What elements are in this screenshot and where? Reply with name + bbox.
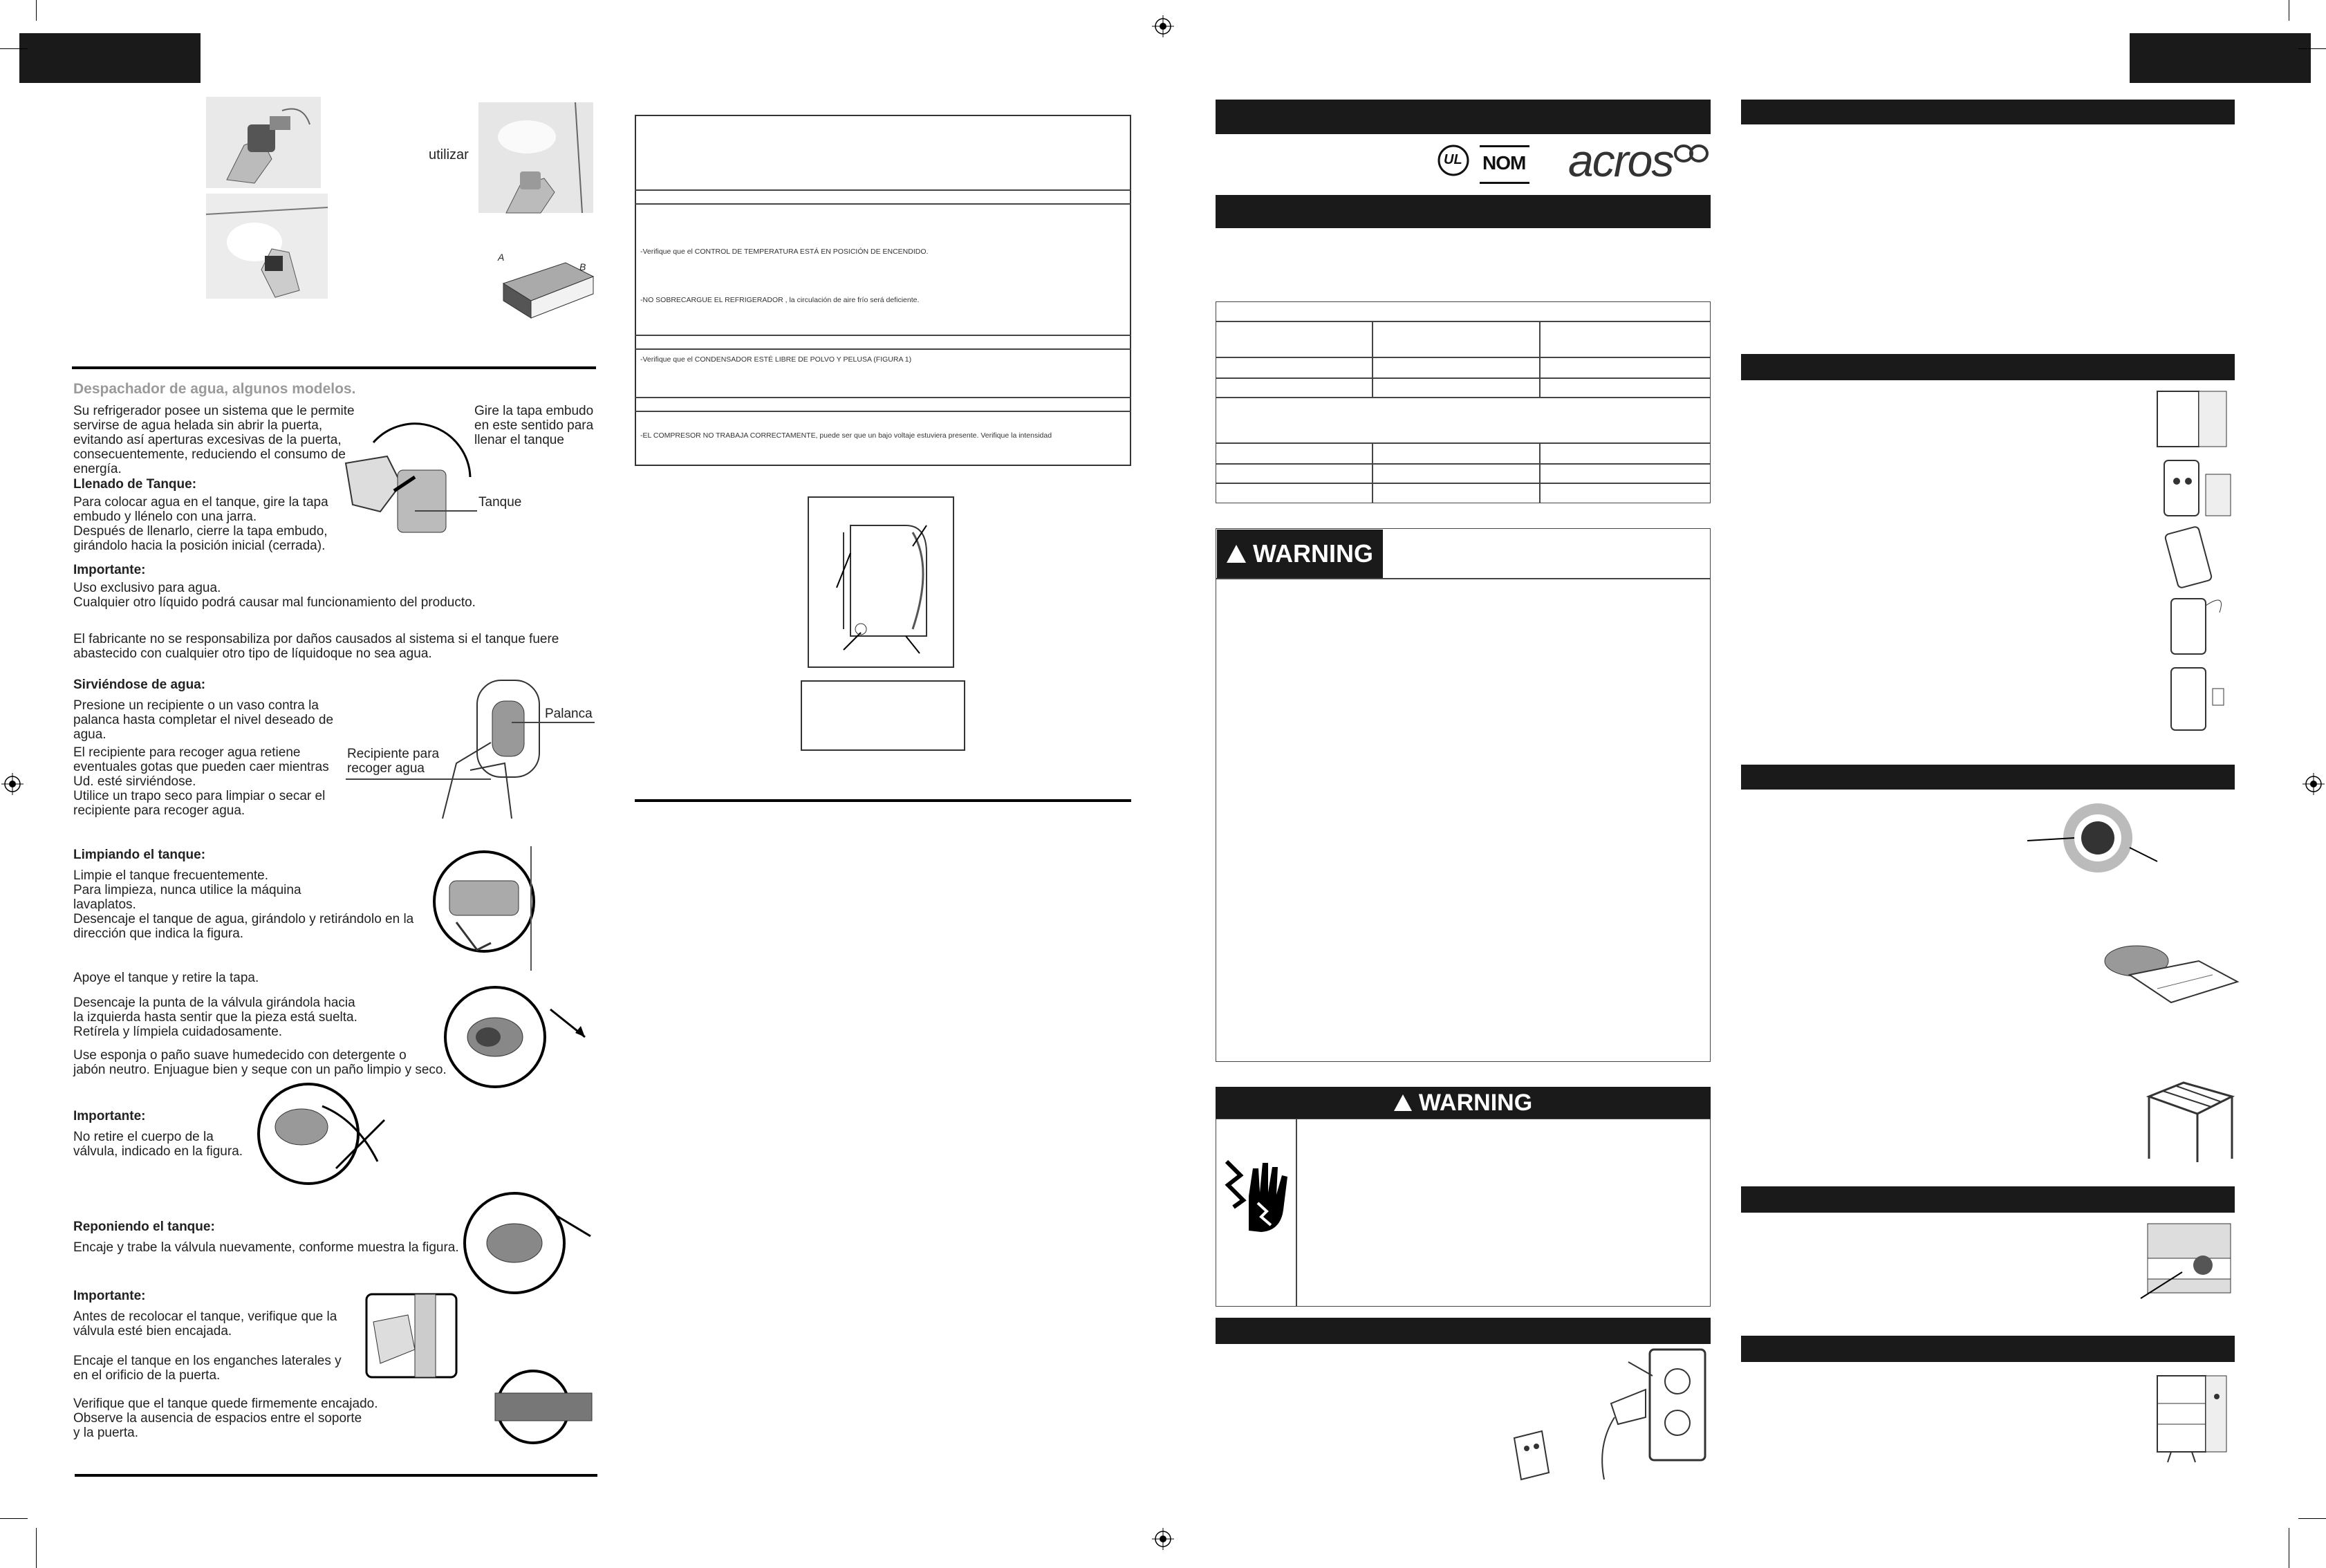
callout-leader [512,722,595,723]
important1-heading: Importante: [73,563,146,577]
table-divider [635,189,1131,191]
serving-heading: Sirviéndose de agua: [73,678,206,692]
registration-mark-bottom [1152,1528,1174,1550]
ul-mark-text: UL [1444,152,1462,167]
corner-tab-left [19,33,201,83]
warning-triangle-icon [1227,545,1246,563]
warning-triangle-icon [1394,1094,1412,1111]
section-header-bar [1741,765,2235,790]
callout-leader [346,778,491,780]
manufacturer-note: El fabricante no se responsabiliza por daños causados al sistema si el tanque fuere abastecido con cualquier otro tipo de líquidoque no sea agua. [73,632,559,661]
crop-mark [0,48,28,49]
lid-text: Apoye el tanque y retire la tapa. [73,971,259,985]
spec-table-row-line [1216,397,1711,398]
dispenser-lever-illustration [429,680,546,825]
registration-mark-top [1152,15,1174,37]
funnel-cap-illustration [332,436,477,539]
warning-label: WARNING [1253,539,1373,568]
wall-outlet-illustration [1487,1341,1715,1486]
electrical-spec-table [1216,301,1711,503]
troubleshooting-item: -EL COMPRESOR NO TRABAJA CORRECTAMENTE, puede ser que un bajo voltaje estuviera presente. Verifique la intensidad [640,431,1052,440]
cleaning-heading: Limpiando el tanque: [73,848,206,862]
cleaning-spray-illustration [206,97,321,188]
figure-label-b: B [579,261,586,272]
valve-body-illustration [253,1079,391,1196]
figure1-caption-box [801,680,965,751]
table-divider [635,411,1131,412]
crop-mark [0,1518,28,1519]
table-divider [635,348,1131,350]
fridge-character-illustration [2150,384,2233,744]
callout-leader [415,510,477,512]
important1-text: Uso exclusivo para agua. Cualquier otro líquido podrá causar mal funcionamiento del producto. [73,581,476,610]
tank-removal-illustration [429,846,546,971]
warning-box [1216,528,1711,1062]
fill-text: Para colocar agua en el tanque, gire la tapa embudo y llénelo con una jarra. Después de llenarlo, cierre la tapa embudo, girándolo hacia la posición inicial (cerrada). [73,495,328,553]
warning-badge [1217,530,1383,578]
warning-box-divider [1296,1119,1297,1307]
spec-table-col-line [1372,442,1373,503]
table-divider [635,203,1131,205]
crop-mark [36,0,37,21]
table-divider [635,335,1131,336]
wire-shelf-illustration [2142,1076,2236,1166]
section-title: Despachador de agua, algunos modelos. [73,381,356,397]
spec-table-row-line [1216,357,1711,358]
important2-text: No retire el cuerpo de la válvula, indicado en la figura. [73,1130,243,1159]
serving-text: Presione un recipiente o un vaso contra la palanca hasta completar el nivel deseado de agua. [73,698,334,742]
section-header-bar [1741,1336,2235,1362]
important3-heading: Importante: [73,1289,146,1303]
utilizar-label: utilizar [429,147,469,162]
spec-table-row-line [1216,377,1711,379]
wipe-door-illustration [478,102,593,213]
valve-replace-illustration [459,1188,597,1305]
temperature-dial-illustration [2026,795,2164,878]
crop-mark [2298,1518,2326,1519]
replacing-heading: Reponiendo el tanque: [73,1220,215,1234]
column-end-rule [635,799,1131,802]
drip-text: El recipiente para recoger agua retiene eventuales gotas que pueden caer mientras Ud. esté sirviéndose. Utilice un trapo seco para limpiar o secar el recipiente para recoger agua. [73,745,329,818]
crop-mark [36,1528,37,1568]
table-divider [635,397,1131,398]
section-header-bar [1741,100,2235,124]
corner-tab-right [2130,33,2311,83]
section-header-bar [1216,100,1711,134]
nom-mark-text: NOM [1482,152,1526,174]
section-header-bar [1216,195,1711,228]
replacing-text: Encaje y trabe la válvula nuevamente, conforme muestra la figura. [73,1240,459,1255]
acros-brand-mark [1673,142,1709,165]
crop-mark [2298,48,2326,49]
warning-header-bar [1216,1087,1711,1119]
section-header-bar [1741,1186,2235,1213]
registration-mark-right [2302,773,2325,795]
section-header-bar [1741,354,2235,380]
warning-label: WARNING [1418,1089,1533,1116]
spec-table-col-line [1539,442,1541,503]
fill-heading: Llenado de Tanque: [73,477,197,492]
section-rule [72,366,596,369]
figure-label-a: A [498,252,505,263]
sponge-text: Use esponja o paño suave humedecido con detergente o jabón neutro. Enjuague bien y seque con un paño limpio y seco. [73,1048,447,1077]
registration-mark-left [1,773,24,795]
hooks-text: Encaje el tanque en los enganches laterales y en el orificio de la puerta. [73,1354,342,1383]
spec-table-col-line [1372,321,1373,397]
valve-tip-illustration [440,982,592,1106]
valve-text: Desencaje la punta de la válvula girándola hacia la izquierda hasta sentir que la pieza está suelta. Retírela y límpiela cuidadosamente. [73,996,357,1039]
important3-text: Antes de recolocar el tanque, verifique que la válvula esté bien encajada. [73,1309,337,1338]
important2-heading: Importante: [73,1109,146,1123]
spec-table-row-line [1216,442,1711,444]
warning-box-divider [1216,578,1711,579]
spec-table-col-line [1539,321,1541,397]
callout-container: Recipiente para recoger agua [347,747,440,776]
spec-table-row-line [1216,483,1711,484]
callout-lever: Palanca [545,707,593,721]
callout-tank: Tanque [478,495,522,510]
defrost-drain-illustration [2141,1217,2237,1300]
section-header-bar [1216,1318,1711,1344]
troubleshooting-item: -NO SOBRECARGUE EL REFRIGERADOR , la circulación de aire frío será deficiente. [640,296,920,304]
callout-rotate: Gire la tapa embudo en este sentido para llenar el tanque [474,404,594,447]
tank-hooks-illustration [366,1294,456,1377]
tank-seated-illustration [481,1369,599,1445]
cleaning-wipe-illustration [206,194,328,299]
troubleshooting-item: -Verifique que el CONTROL DE TEMPERATURA ESTÁ EN POSICIÓN DE ENCENDIDO. [640,248,929,256]
acros-brand-logo: acros [1568,135,1673,186]
troubleshooting-table [635,115,1131,466]
spec-table-row-line [1216,463,1711,465]
column-end-rule [75,1474,597,1477]
open-fridge-character-illustration [2150,1369,2233,1466]
intro-paragraph: Su refrigerador posee un sistema que le permite servirse de agua helada sin abrir la puerta, evitando así aperturas excesivas de la puerta, consecuentemente, reduciendo el consumo de energía. [73,404,355,476]
condenser-diagram [823,512,940,657]
troubleshooting-item: -Verifique que el CONDENSADOR ESTÉ LIBRE DE POLVO Y PELUSA (FIGURA 1) [640,355,912,364]
spec-table-row-line [1216,321,1711,322]
cleaning-text: Limpie el tanque frecuentemente. Para limpieza, nunca utilice la máquina lavaplatos. Desencaje el tanque de agua, girándolo y retirándolo en la dirección que indica la figura. [73,868,414,941]
shelf-tray-illustration [2102,933,2237,1016]
verify-text: Verifique que el tanque quede firmemente encajado. Observe la ausencia de espacios entre el soporte y la puerta. [73,1397,378,1440]
electric-shock-hand-icon [1220,1155,1292,1238]
